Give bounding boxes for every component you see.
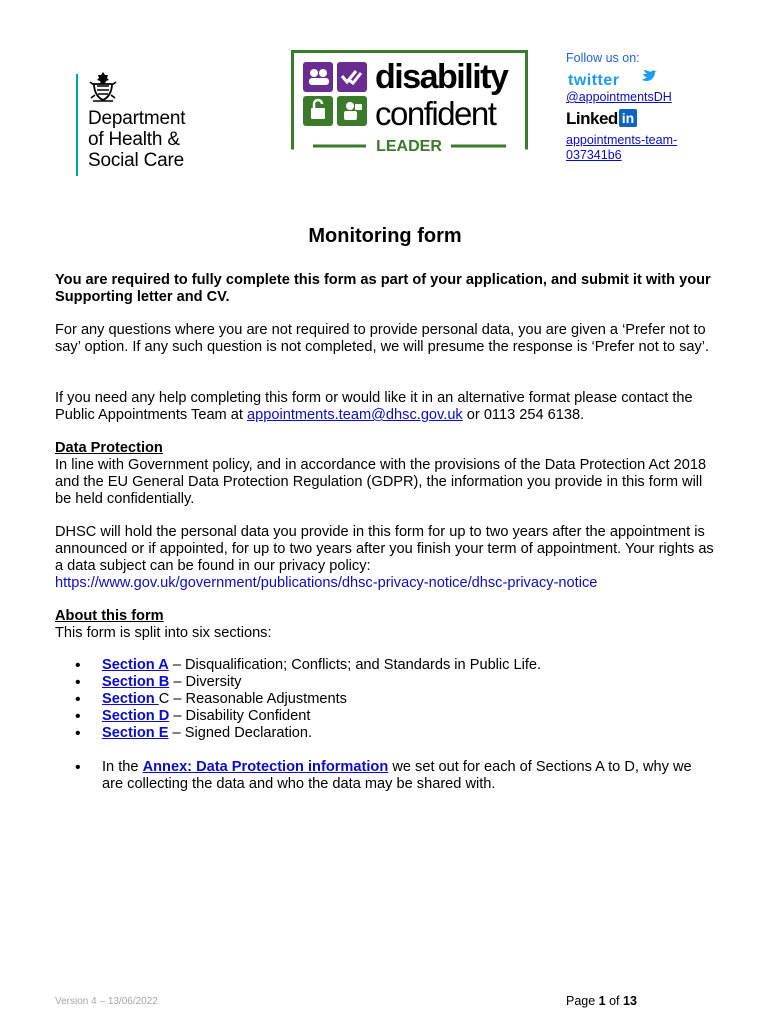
linkedin-handle-link[interactable]: appointments-team- 037341b6 xyxy=(566,133,678,162)
data-protection-paragraph: In line with Government policy, and in accordance with the provisions of the Data Protection Act 2018 and the EU General Data Protection Regulation (GDPR), the information you provide in this form will be held confidentially. xyxy=(55,457,707,507)
linkedin-logo xyxy=(566,107,696,129)
twitter-wordmark: twitter xyxy=(568,72,620,89)
list-item: • Section A – Disqualification; Conflicts; and Standards in Public Life. xyxy=(55,657,541,674)
data-retention-paragraph: DHSC will hold the personal data you provide in this form for up to two years after the appointment is announced or if appointed, for up to two years after you finish your term of appointment. Your rights as a data subject can be found in our privacy policy: https://www.gov.uk/government/publications/dhsc-privacy-notice/dhsc-privacy-notice xyxy=(55,524,714,591)
follow-label: Follow us on: xyxy=(566,51,640,65)
social-links xyxy=(566,51,696,163)
list-item: • Section E – Signed Declaration. xyxy=(55,725,541,742)
logo-divider xyxy=(76,74,78,176)
section-d-link[interactable]: Section D xyxy=(102,708,170,724)
page-number: Page 1 of 13 xyxy=(566,994,637,1008)
twitter-logo xyxy=(566,70,696,90)
annex-link[interactable]: Annex: Data Protection information xyxy=(142,759,389,775)
about-form-heading: About this form xyxy=(55,608,164,624)
section-a-link[interactable]: Section A xyxy=(102,657,169,673)
list-item: • Section D – Disability Confident xyxy=(55,708,541,725)
disability-confident-leader-badge xyxy=(291,50,528,151)
list-item: • Section B – Diversity xyxy=(55,674,541,691)
linkedin-in-icon: in xyxy=(619,109,637,127)
sections-list xyxy=(55,657,541,742)
list-item: • Section C – Reasonable Adjustments xyxy=(55,691,541,708)
badge-word-confident: confident xyxy=(375,95,496,132)
section-e-link[interactable]: Section E xyxy=(102,725,169,741)
privacy-notice-link[interactable]: https://www.gov.uk/government/publications/dhsc-privacy-notice/dhsc-privacy-notice xyxy=(55,575,598,591)
help-paragraph: If you need any help completing this form or would like it in an alternative format please contact the Public Appointments Team at appointments.team@dhsc.gov.uk or 0113 254 6138. xyxy=(55,390,693,423)
section-c-link[interactable]: Section xyxy=(102,691,159,707)
about-form-intro: This form is split into six sections: xyxy=(55,625,272,641)
twitter-bird-icon xyxy=(642,70,657,81)
version-label: Version 4 – 13/06/2022 xyxy=(55,996,158,1007)
list-item: • In the Annex: Data Protection information we set out for each of Sections A to D, why we are collecting the data and who the data may be shared with. xyxy=(55,759,715,793)
annex-note xyxy=(55,759,715,793)
section-b-link[interactable]: Section B xyxy=(102,674,170,690)
linkedin-wordmark: Linked xyxy=(566,108,618,128)
dhsc-logo xyxy=(76,70,226,180)
royal-crest-icon xyxy=(88,70,118,104)
contact-email-link[interactable]: appointments.team@dhsc.gov.uk xyxy=(247,407,463,423)
page-title: Monitoring form xyxy=(308,225,462,247)
intro-instruction: You are required to fully complete this form as part of your application, and submit it with your Supporting letter and CV. xyxy=(55,272,711,305)
badge-word-disability: disability xyxy=(375,58,508,96)
badge-level: LEADER xyxy=(376,138,442,151)
prefer-not-say-note: For any questions where you are not required to provide personal data, you are given a ‘Prefer not to say’ option. If any such question is not completed, we will presume the response is ‘Prefer not to say’. xyxy=(55,322,710,355)
twitter-handle-link[interactable]: @appointmentsDH xyxy=(566,90,672,104)
data-protection-heading: Data Protection xyxy=(55,440,163,456)
department-name: Department of Health & Social Care xyxy=(88,108,186,171)
